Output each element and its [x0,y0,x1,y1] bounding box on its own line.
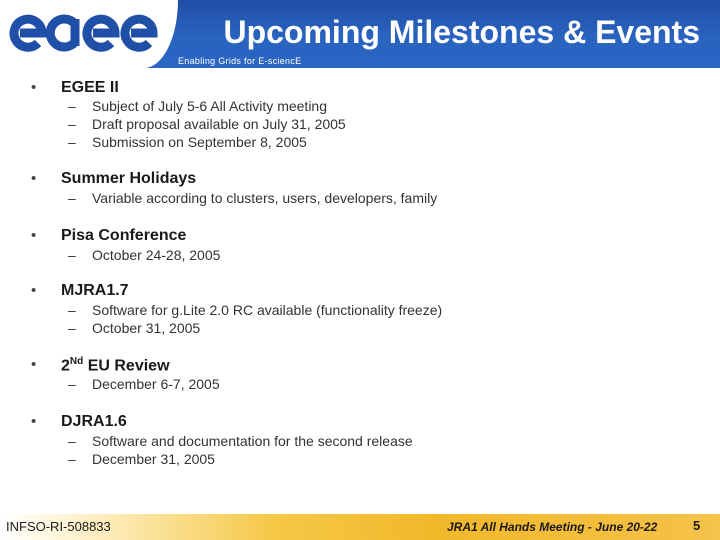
label-prefix: 2 [61,357,70,375]
sub-item: – December 31, 2005 [68,451,215,467]
tagline: Enabling Grids for E-sciencE [178,56,302,66]
sub-item: – October 24-28, 2005 [68,247,221,263]
footer-event: JRA1 All Hands Meeting - June 20-22 [447,520,658,534]
sub-item: – December 6-7, 2005 [68,376,220,392]
bullet-label: Pisa Conference [61,227,187,244]
page-number: 5 [693,518,701,533]
header-banner [0,0,720,68]
label-superscript: Nd [69,356,84,367]
sub-item-text: Subject of July 5-6 All Activity meeting [92,98,327,114]
egee-logo [8,6,170,56]
sub-item: – Software and documentation for the second release [68,433,413,449]
sub-item: – Variable according to clusters, users, developers, family [68,190,438,206]
sub-item: – Software for g.Lite 2.0 RC available (functionality freeze) [68,302,443,318]
bullet-label: DJRA1.6 [61,413,127,430]
sub-item-text: Software for g.Lite 2.0 RC available (functionality freeze) [92,302,443,318]
sub-item: – Draft proposal available on July 31, 2005 [68,116,346,132]
label-suffix: EU Review [83,357,170,375]
bullet-marker: • [31,170,37,187]
sub-item-text: Draft proposal available on July 31, 2005 [92,116,346,132]
page-title: Upcoming Milestones & Events [223,14,700,50]
sub-item-text: Submission on September 8, 2005 [92,134,307,150]
bullet-label [61,356,170,375]
bullet-marker: • [31,413,37,430]
sub-item-text: December 6-7, 2005 [92,376,220,392]
footer-bar [0,514,720,540]
footer-project-id: INFSO-RI-508833 [6,519,111,534]
sub-item-text: October 31, 2005 [92,320,201,336]
sub-item-text: Variable according to clusters, users, developers, family [92,190,438,206]
bullet-marker: • [31,79,37,96]
bullet-label: MJRA1.7 [61,282,129,299]
logo-panel [0,0,178,68]
sub-item: – Subject of July 5-6 All Activity meeting [68,98,327,114]
sub-item: – Submission on September 8, 2005 [68,134,307,150]
bullet-marker: • [31,227,37,244]
sub-item: – October 31, 2005 [68,320,201,336]
sub-item-text: October 24-28, 2005 [92,247,221,263]
bullet-label: EGEE II [61,79,119,96]
bullet-marker: • [31,356,37,373]
bullet-label: Summer Holidays [61,170,197,187]
bullet-marker: • [31,282,37,299]
sub-item-text: Software and documentation for the second release [92,433,413,449]
sub-item-text: December 31, 2005 [92,451,215,467]
